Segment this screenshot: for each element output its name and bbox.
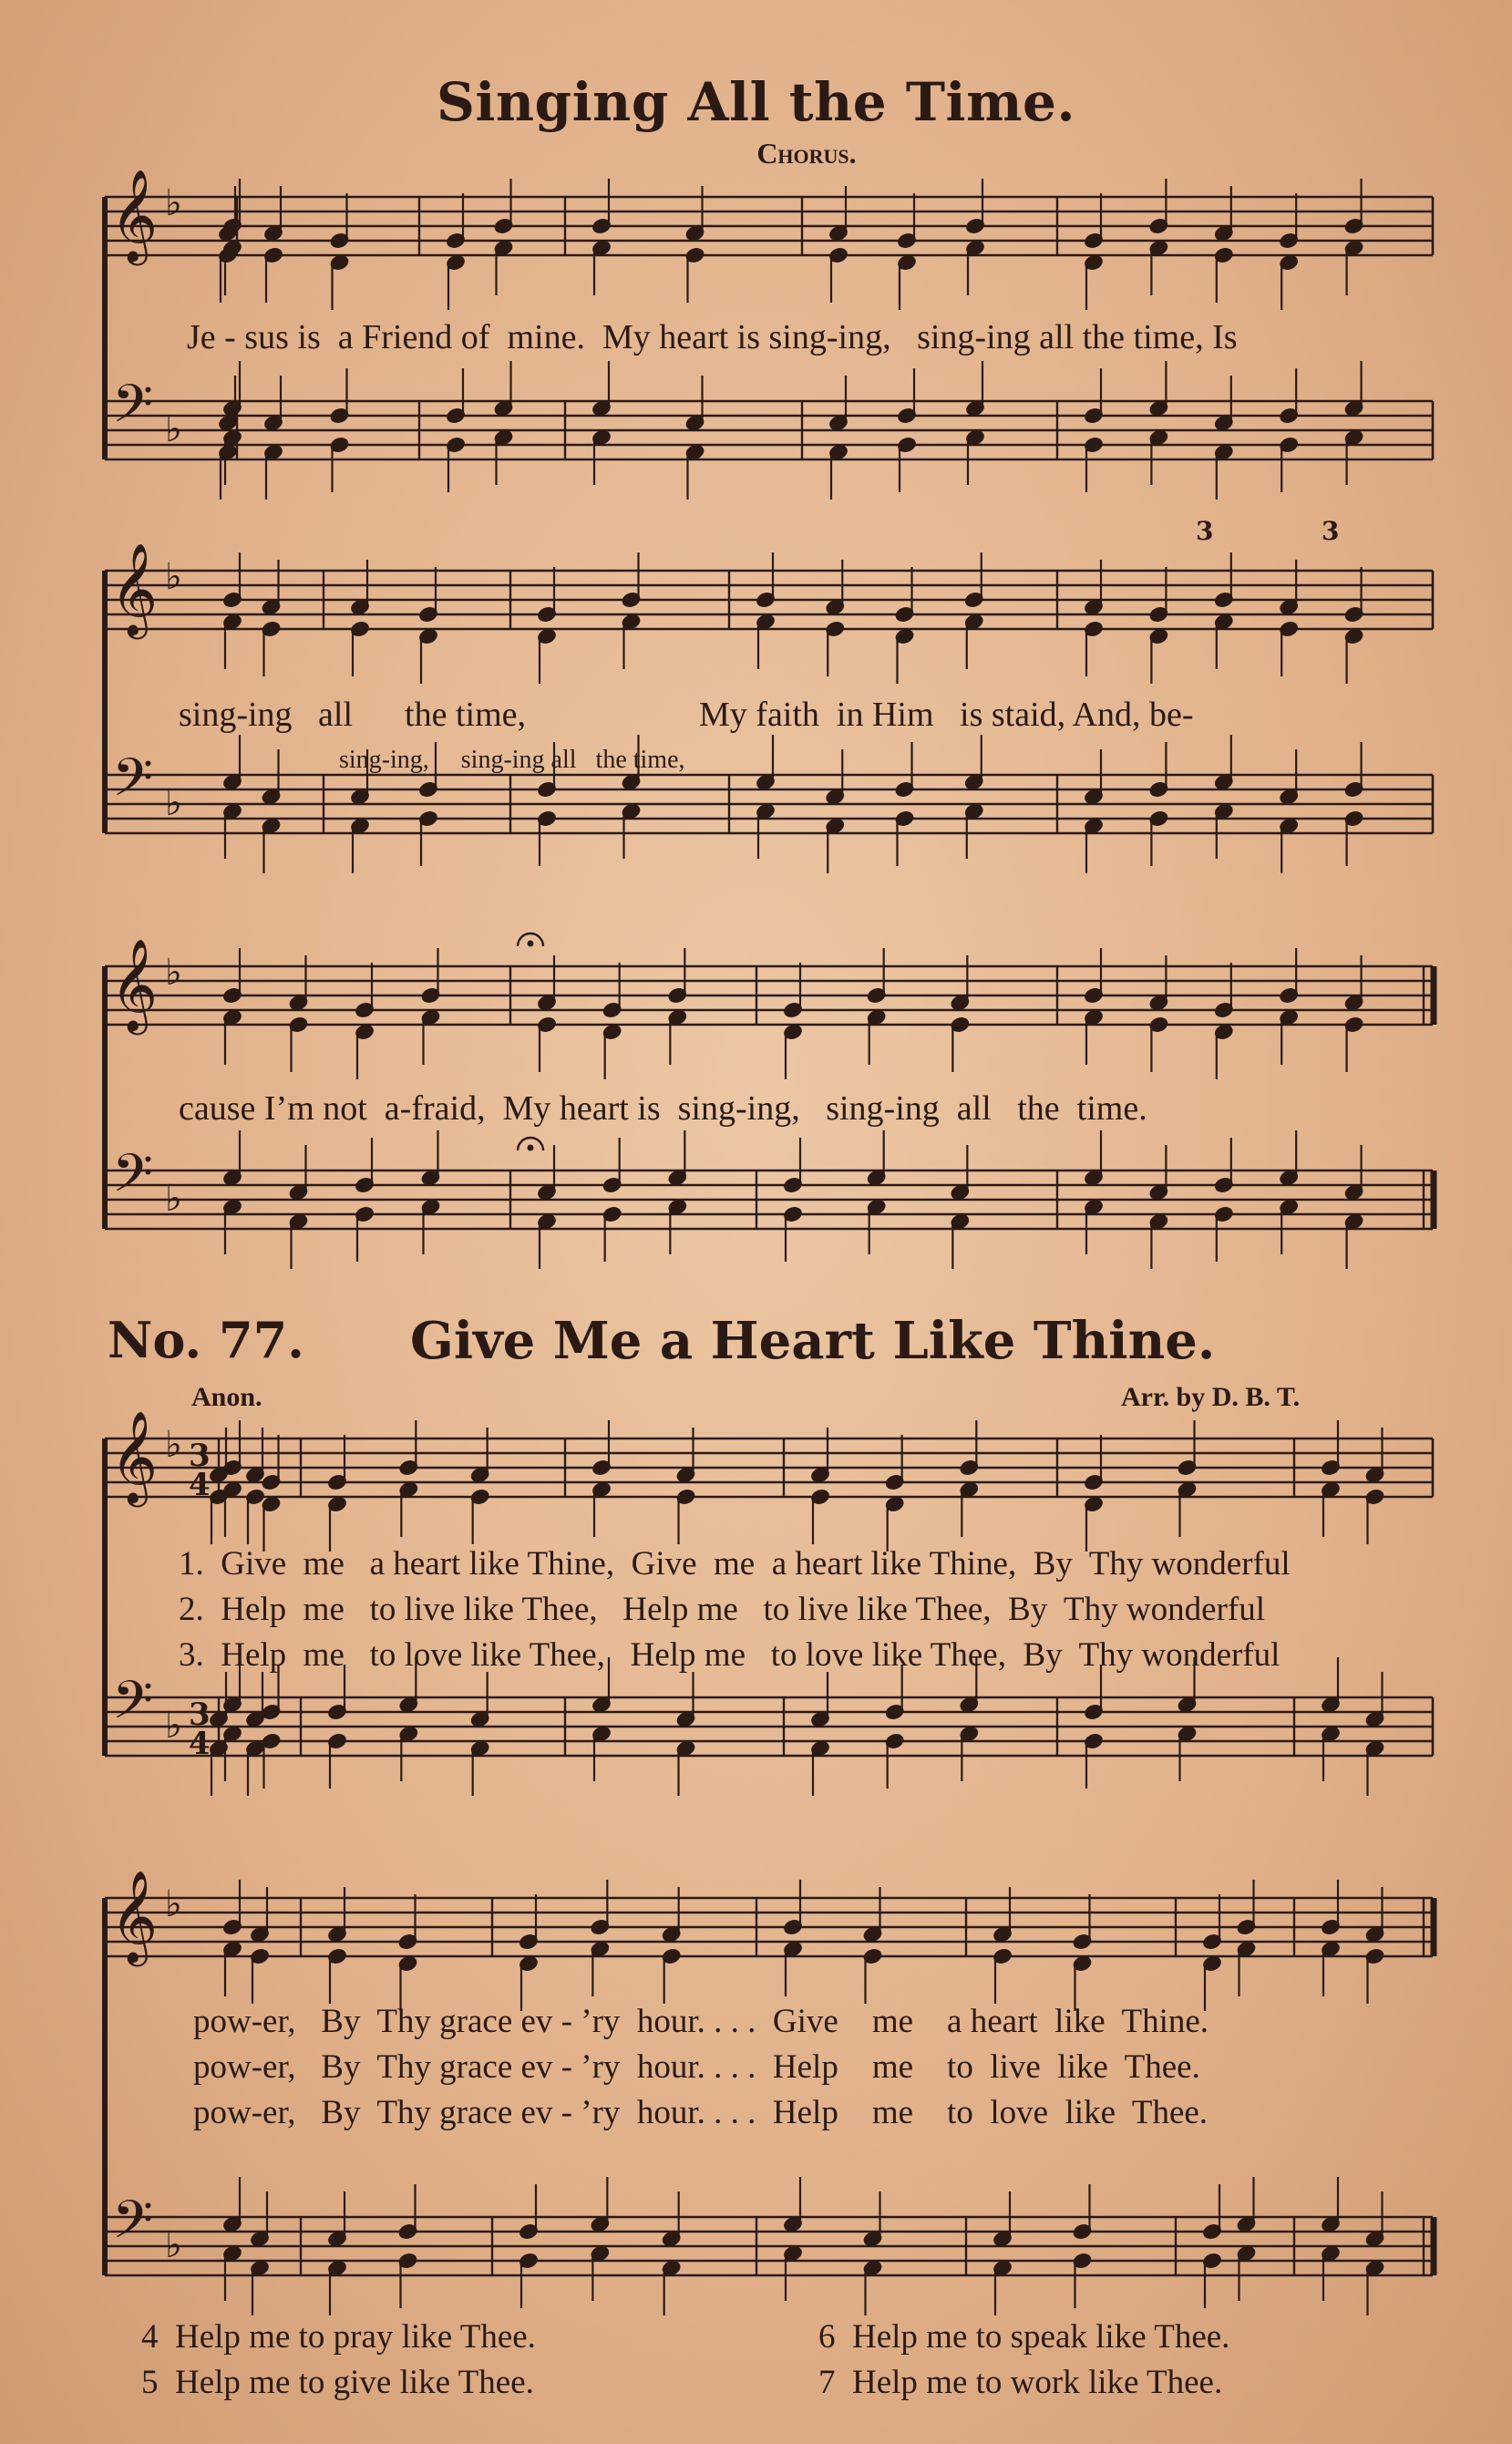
flat-sign-icon: ♭	[165, 782, 182, 824]
bass-clef-icon: 𝄢	[112, 373, 154, 448]
flat-sign-icon: ♭	[165, 952, 182, 994]
treble-clef-icon: 𝄞	[110, 937, 159, 1031]
treble-clef-icon: 𝄞	[110, 1869, 159, 1963]
verse-3-line-2: pow-er, By Thy grace ev - ’ry hour. . . . Help me to love like Thee.	[193, 2094, 1209, 2131]
treble-clef-icon: 𝄞	[110, 1409, 159, 1503]
alto-lyric-line: sing-ing, sing-ing all the time,	[339, 746, 685, 774]
bass-clef-icon: 𝄢	[112, 1142, 154, 1217]
flat-sign-icon: ♭	[165, 182, 182, 224]
bass-clef-icon: 𝄢	[112, 747, 154, 821]
flat-sign-icon: ♭	[165, 556, 182, 598]
time-signature-top: 3	[189, 1438, 211, 1474]
author-credit: Anon.	[191, 1382, 262, 1412]
bass-clef-icon: 𝄢	[112, 1669, 154, 1744]
extra-verse-4: 4 Help me to pray like Thee.	[141, 2318, 536, 2356]
verse-1-line-2: pow-er, By Thy grace ev - ’ry hour. . . . Give me a heart like Thine.	[193, 2003, 1209, 2040]
extra-verse-5: 5 Help me to give like Thee.	[141, 2364, 534, 2401]
flat-sign-icon: ♭	[165, 2224, 182, 2266]
section-label: Chorus.	[756, 137, 857, 170]
verse-3-line-1: 3. Help me to love like Thee, Help me to love like Thee, By Thy wonderful	[179, 1636, 1281, 1674]
arranger-credit: Arr. by D. B. T.	[1121, 1382, 1301, 1412]
flat-sign-icon: ♭	[165, 1705, 182, 1747]
flat-sign-icon: ♭	[165, 408, 182, 450]
flat-sign-icon: ♭	[165, 1178, 182, 1220]
extra-verse-7: 7 Help me to work like Thee.	[818, 2364, 1223, 2401]
flat-sign-icon: ♭	[165, 1883, 182, 1925]
triplet-mark: 3	[1196, 516, 1214, 546]
time-signature-bottom: 4	[189, 1467, 211, 1503]
lyric-line-3: cause I’m not a-fraid, My heart is sing-ing, sing-ing all the time.	[179, 1089, 1147, 1128]
song-title: Singing All the Time.	[436, 71, 1076, 133]
verse-2-line-2: pow-er, By Thy grace ev - ’ry hour. . . . Help me to live like Thee.	[193, 2048, 1200, 2086]
treble-clef-icon: 𝄞	[110, 541, 159, 635]
flat-sign-icon: ♭	[165, 1424, 182, 1466]
treble-clef-icon: 𝄞	[110, 168, 159, 262]
extra-verse-6: 6 Help me to speak like Thee.	[818, 2318, 1230, 2356]
lyric-line-2: sing-ing all the time, My faith in Him is staid, And, be-	[179, 696, 1194, 734]
lyric-line-1: Je - sus is a Friend of mine. My heart is sing-ing, sing-ing all the time, Is	[187, 318, 1238, 356]
verse-1-line-1: 1. Give me a heart like Thine, Give me a heart like Thine, By Thy wonderful	[179, 1545, 1291, 1583]
time-signature-top: 3	[189, 1696, 211, 1733]
hymn-title: Give Me a Heart Like Thine.	[410, 1311, 1216, 1371]
time-signature-bottom: 4	[189, 1726, 211, 1762]
hymn-number: No. 77.	[108, 1311, 304, 1369]
verse-2-line-1: 2. Help me to live like Thee, Help me to live like Thee, By Thy wonderful	[179, 1591, 1265, 1628]
bass-clef-icon: 𝄢	[112, 2189, 154, 2264]
triplet-mark: 3	[1322, 516, 1340, 546]
